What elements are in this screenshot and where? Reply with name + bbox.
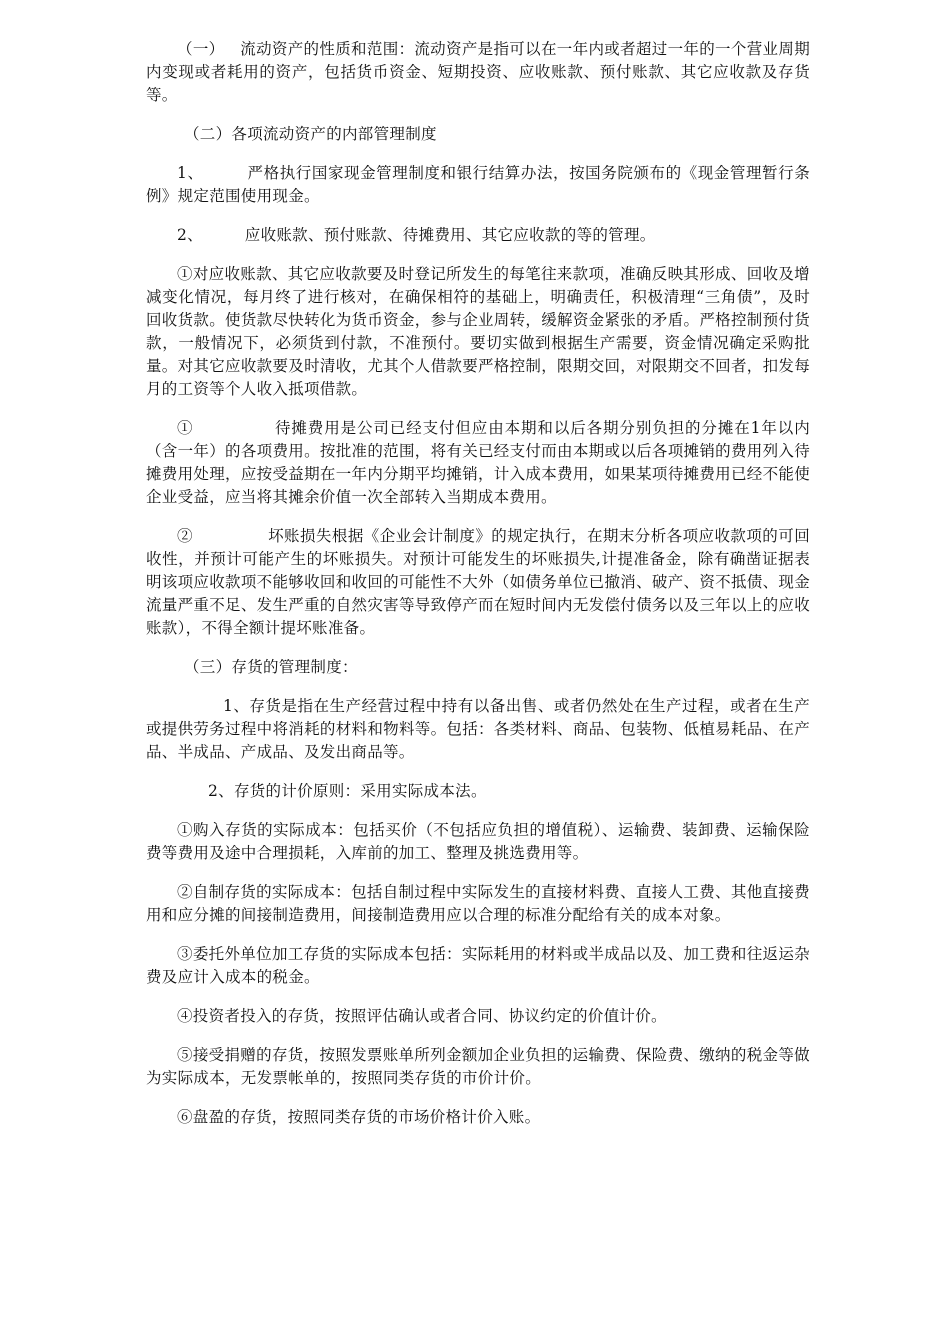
paragraph-purchased-inventory: ①购入存货的实际成本：包括买价（不包括应负担的增值税）、运输费、装卸费、运输保险费等费用及途中合理损耗，入库前的加工、整理及挑选费用等。 (146, 821, 810, 862)
paragraph-deferred-expenses: ① 待摊费用是公司已经支付但应由本期和以后各期分别负担的分摊在1年以内（含一年）的各项费用。按批准的范围，将有关已经支付而由本期或以后各项摊销的费用列入待摊费用处理，应按受益期在一年内分期平均摊销，计入成本费用，如果某项待摊费用已经不能使企业受益，应当将其摊余价值一次全部转入当期成本费用。 (146, 419, 810, 506)
paragraph-outsourced-inventory: ③委托外单位加工存货的实际成本包括：实际耗用的材料或半成品以及、加工费和往返运杂费及应计入成本的税金。 (146, 945, 810, 986)
paragraph-cash-management: 1、 严格执行国家现金管理制度和银行结算办法，按国务院颁布的《现金管理暂行条例》规定范围使用现金。 (146, 164, 810, 205)
paragraph-receivables-management: 2、 应收账款、预付账款、待摊费用、其它应收款的等的管理。 (177, 226, 656, 244)
paragraph-self-made-inventory: ②自制存货的实际成本：包括自制过程中实际发生的直接材料费、直接人工费、其他直接费用和应分摊的间接制造费用，间接制造费用应以合理的标准分配给有关的成本对象。 (146, 883, 810, 924)
paragraph-surplus-inventory: ⑥盘盈的存货，按照同类存货的市场价格计价入账。 (177, 1108, 541, 1126)
heading-internal-management: （二）各项流动资产的内部管理制度 (184, 125, 437, 143)
paragraph-donated-inventory: ⑤接受捐赠的存货，按照发票账单所列金额加企业负担的运输费、保险费、缴纳的税金等做为实际成本，无发票帐单的，按照同类存货的市价计价。 (146, 1046, 810, 1087)
paragraph-receivables-detail: ①对应收账款、其它应收款要及时登记所发生的每笔往来款项，准确反映其形成、回收及增减变化情况，每月终了进行核对，在确保相符的基础上，明确责任，积极清理“三角债”，及时回收货款。使货款尽快转化为货币资金，参与企业周转，缓解资金紧张的矛盾。严格控制预付货款，一般情况下，必须货到付款，不准预付。要切实做到根据生产需要，资金情况确定采购批量。对其它应收款要及时清收，尤其个人借款要严格控制，限期交回，对限期交不回者，扣发每月的工资等个人收入抵项借款。 (146, 265, 810, 398)
paragraph-bad-debt: ② 坏账损失根据《企业会计制度》的规定执行，在期末分析各项应收款项的可回收性，并预计可能产生的坏账损失。对预计可能发生的坏账损失,计提准备金，除有确凿证据表明该项应收款项不能够收回和收回的可能性不大外（如债务单位已撤消、破产、资不抵债、现金流量严重不足、发生严重的自然灾害等导致停产而在短时间内无发偿付债务以及三年以上的应收账款），不得全额计提坏账准备。 (146, 527, 810, 637)
paragraph-current-assets-definition: （一） 流动资产的性质和范围：流动资产是指可以在一年内或者超过一年的一个营业周期内变现或者耗用的资产，包括货币资金、短期投资、应收账款、预付账款、其它应收款及存货等。 (146, 40, 810, 104)
paragraph-inventory-valuation: 2、存货的计价原则：采用实际成本法。 (208, 782, 487, 800)
document-page (146, 38, 810, 1145)
heading-inventory-management: （三）存货的管理制度： (184, 658, 358, 676)
paragraph-inventory-definition: 1、存货是指在生产经营过程中持有以备出售、或者仍然处在生产过程，或者在生产或提供劳务过程中将消耗的材料和物料等。包括：各类材料、商品、包装物、低植易耗品、在产品、半成品、产成品、及发出商品等。 (146, 697, 810, 761)
paragraph-investor-inventory: ④投资者投入的存货，按照评估确认或者合同、协议约定的价值计价。 (177, 1007, 667, 1025)
